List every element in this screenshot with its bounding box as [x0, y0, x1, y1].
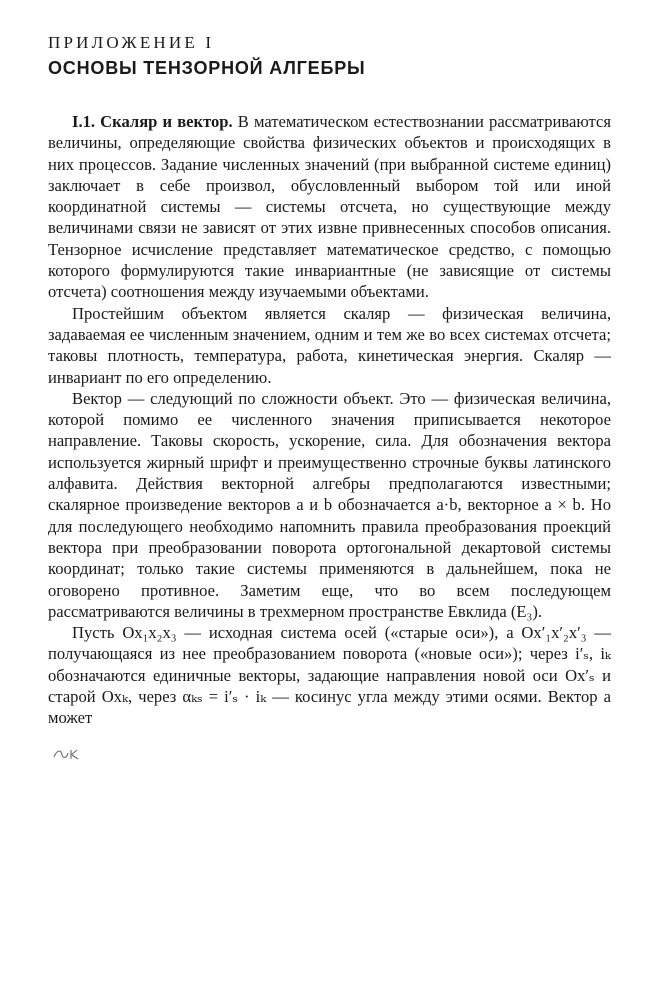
handwritten-margin-mark [52, 747, 92, 761]
appendix-label: ПРИЛОЖЕНИЕ I [48, 33, 215, 52]
paragraph-4: Пусть Ox₁x₂x₃ — исходная система осей («старые оси»), а Ox′₁x′₂x′₃ — получающаяся из нее преобразованием поворота («новые оси»); через i′ₛ, iₖ обозначаются единичные векторы, задающие направления новой оси Ox′ₛ и старой Oxₖ, через αₖₛ = i′ₛ · iₖ — косинус угла между этими осями. Вектор a может [48, 623, 611, 728]
page-content [48, 32, 611, 729]
paragraph-1-text: В математическом естествознании рассматриваются величины, определяющие свойства физических объектов и происходящих в них процессов. Задание численных значений (при выбранной системе единиц) заключает в себе произвол, обусловленный выбором той или иной координатной системы — системы отсчета, но существующие между величинами связи не зависят от этих извне привнесенных способов описания. Тензорное исчисление представляет математическое средство, с помощью которого формулируются такие инвариантные (не зависящие от системы отсчета) соотношения между изучаемыми объектами. [48, 112, 611, 302]
section-heading: I.1. Скаляр и вектор. [72, 112, 233, 131]
paragraph-1 [48, 111, 611, 303]
paragraph-3: Вектор — следующий по сложности объект. Это — физическая величина, которой помимо ее численного значения приписывается некоторое направление. Таковы скорость, ускорение, сила. Для обозначения вектора используется жирный шрифт и преимущественно строчные буквы латинского алфавита. Действия векторной алгебры предполагаются известными; скалярное произведение векторов a и b обозначается a·b, векторное a × b. Но для последующего необходимо напомнить правила преобразования проекций вектора при преобразовании поворота ортогональной декартовой системы координат; только такие системы применяются в дальнейшем, пока не оговорено противное. Заметим еще, что во всем последующем рассматриваются величины в трехмерном пространстве Евклида (E₃). [48, 388, 611, 621]
paragraph-2: Простейшим объектом является скаляр — физическая величина, задаваемая ее численным значением, одним и тем же во всех системах отсчета; таковы плотность, температура, работа, кинетическая энергия. Скаляр — инвариант по его определению. [48, 303, 611, 387]
page-title: ОСНОВЫ ТЕНЗОРНОЙ АЛГЕБРЫ [48, 58, 366, 78]
body-text [48, 111, 611, 729]
